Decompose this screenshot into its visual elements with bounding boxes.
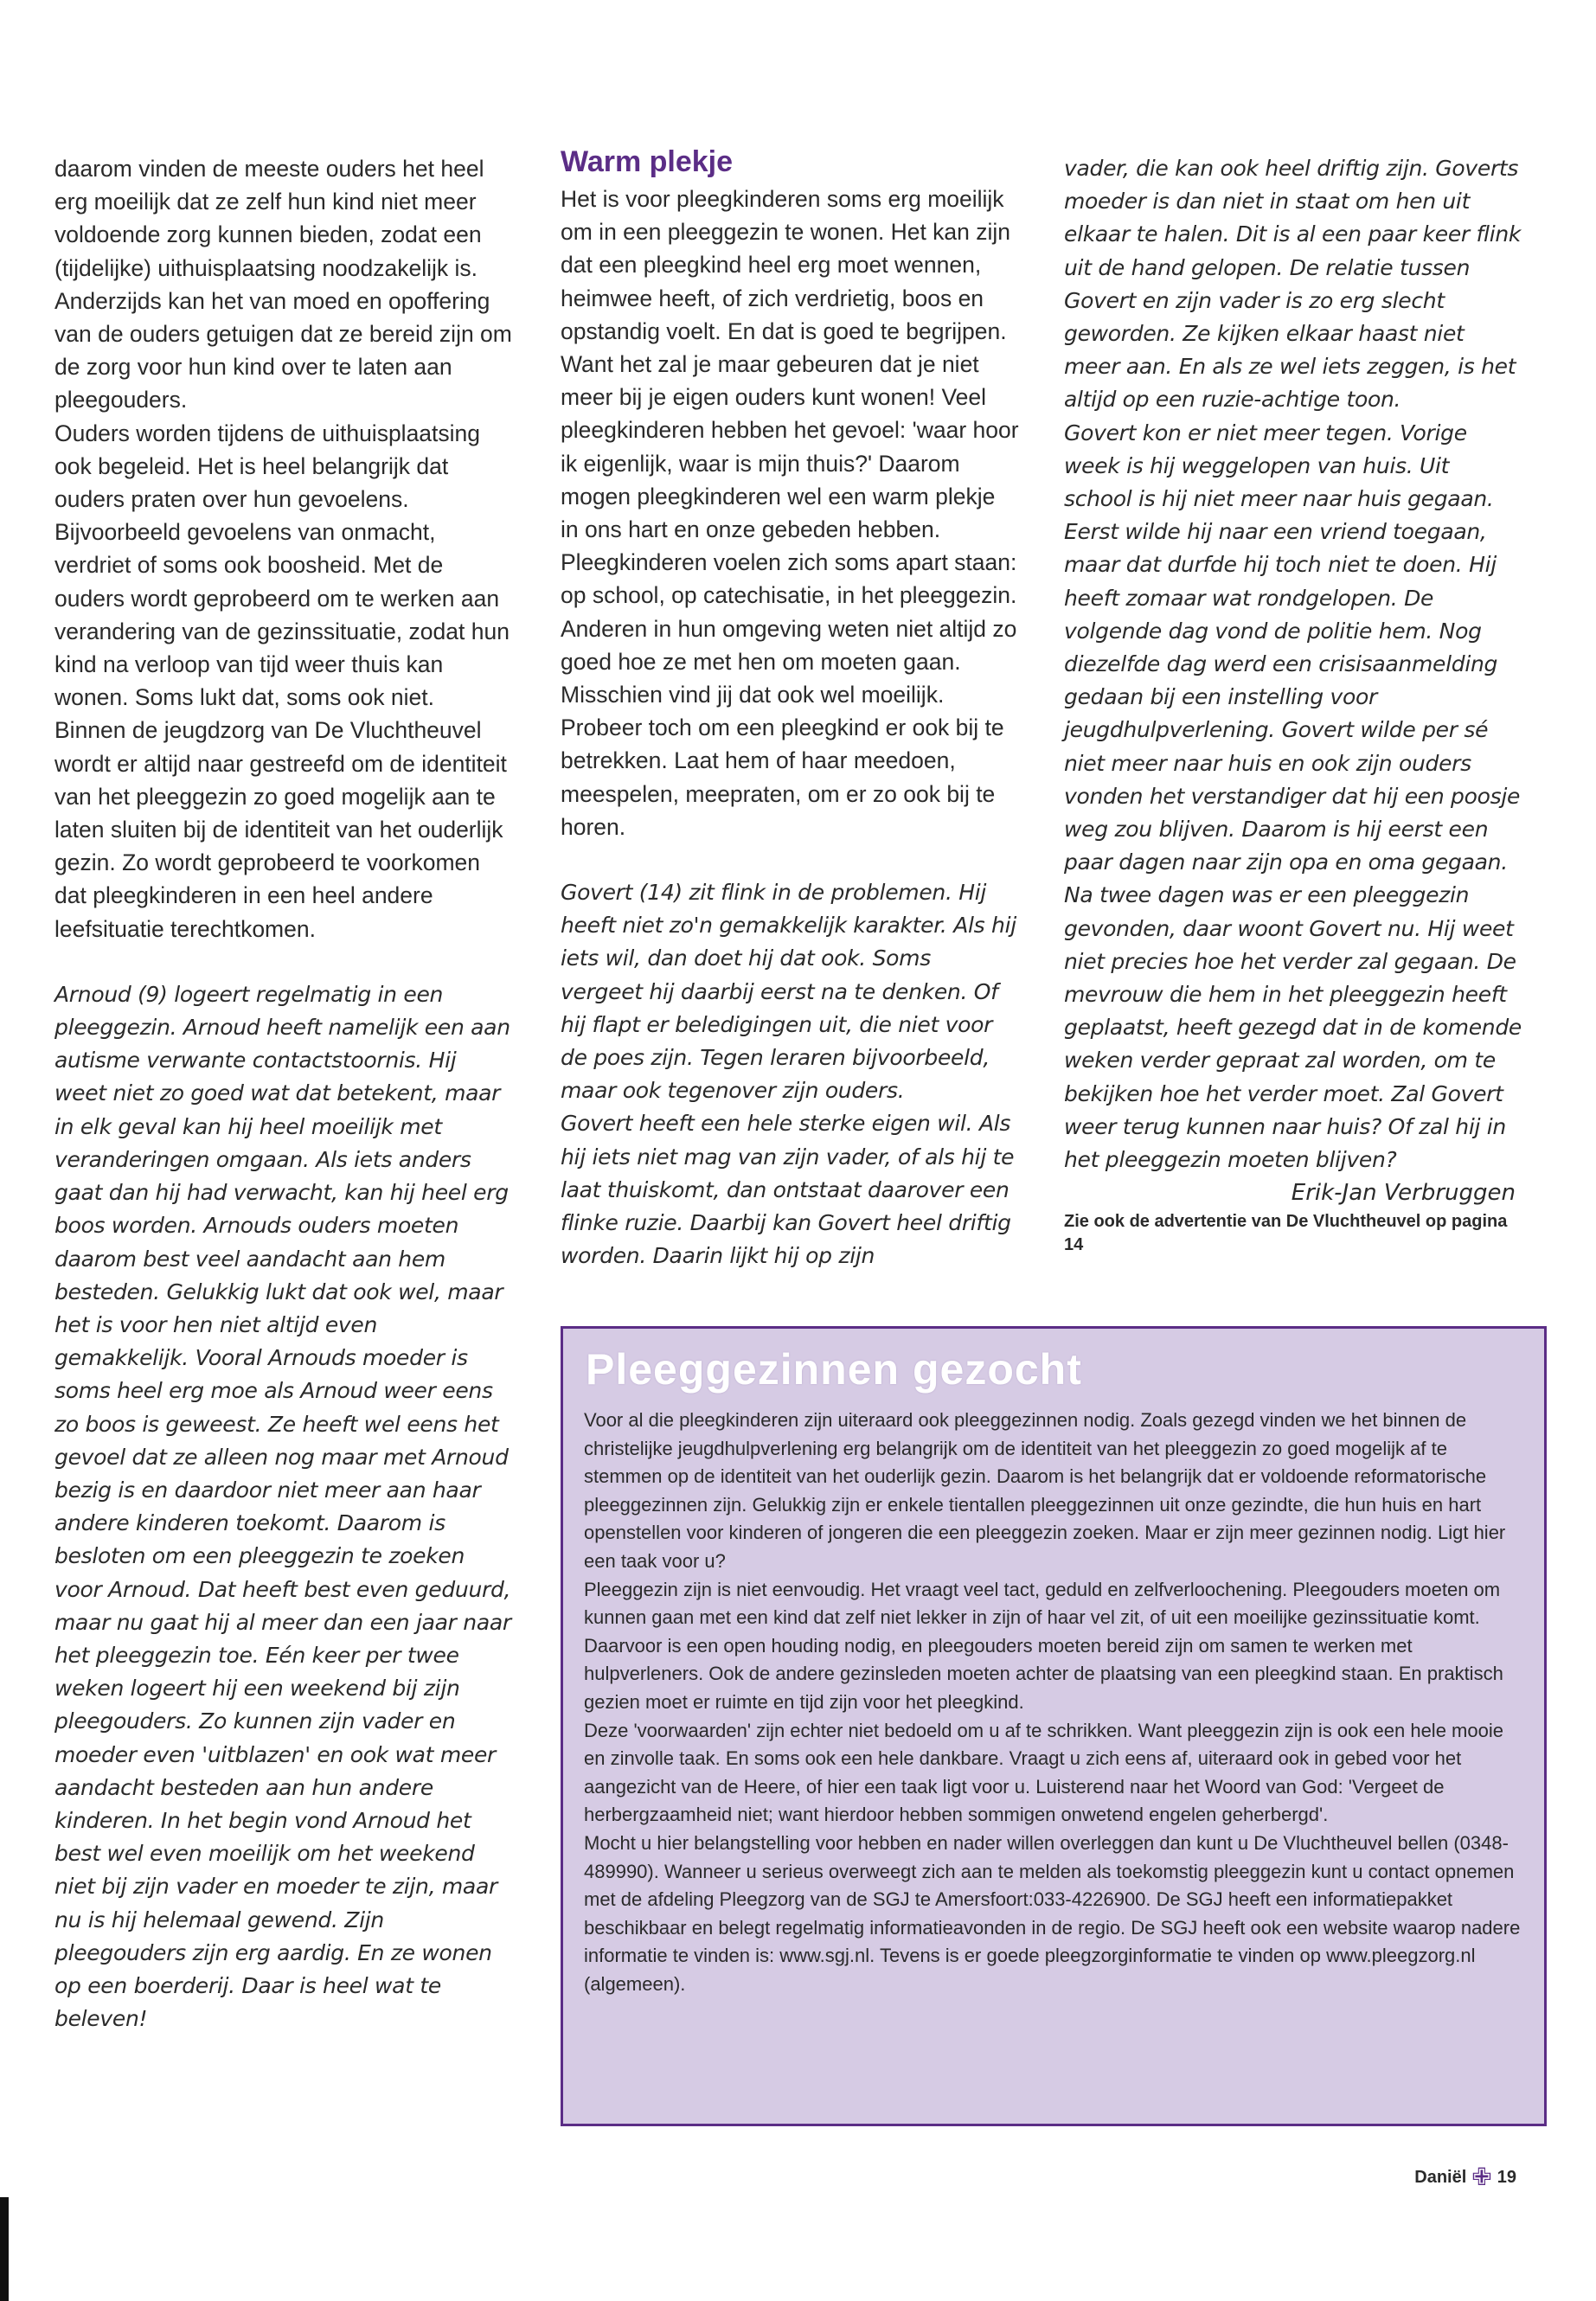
magazine-name: Daniël [1414,2168,1467,2187]
fleur-de-lis-icon: ✙ [1471,2163,1492,2190]
section-heading-warm-plekje: Warm plekje [561,145,734,178]
col3-story-cont-2: Govert kon er niet meer tegen. Vorige week is hij weggelopen van huis. Uit school is hij niet meer naar huis gegaan. Eerst wilde hij naar een vriend toegaan, maar dat durfde hij toch niet te doen. Hij heeft zomaar wat rondgelopen. De volgende dag vond de politie hem. Nog diezelfde dag werd een crisisaanmelding gedaan bij een instelling voor jeugdhulpverlening. Govert wilde per sé niet meer naar huis en ook zijn ouders vonden het verstandiger dat hij een poosje weg zou blijven. Daarom is hij eerst een paar dagen naar zijn opa en oma gegaan. Na twee dagen was er een pleeggezin gevonden, daar woont Govert nu. Hij weet niet precies hoe het verder zal gegaan. De mevrouw die hem in het pleeggezin heeft geplaatst, heeft gezegd dat in de komende weken verder gepraat zal worden, om te bekijken hoe het verder moet. Zal Govert weer terug kunnen naar huis? Of zal hij in het pleeggezin moeten blijven? [1064,420,1522,1173]
col1-paragraph-2: Ouders worden tijdens de uithuisplaatsing ook begeleid. Het is heel belangrijk dat ouders praten over hun gevoelens. Bijvoorbeeld gevoelens van onmacht, verdriet of soms ook boosheid. Met de ouders wordt geprobeerd om te werken aan verandering van de gezinssituatie, zodat hun kind na verloop van tijd weer thuis kan wonen. Soms lukt dat, soms ook niet. [54,420,510,711]
see-also-note: Zie ook de advertentie van De Vluchtheuvel op pagina 14 [1064,1211,1508,1254]
col1-paragraph-1: daarom vinden de meeste ouders het heel erg moeilijk dat ze zelf hun kind niet meer voldoende zorg kunnen bieden, zodat een (tijdelijke) uithuisplaatsing noodzakelijk is. Anderzijds kan het van moed en opoffering van de ouders getuigen dat ze bereid zijn om de zorg voor hun kind over te laten aan pleegouders. [54,156,512,413]
col1-story-arnoud: Arnoud (9) logeert regelmatig in een pleeggezin. Arnoud heeft namelijk een aan autisme verwante contactstoornis. Hij weet niet zo goed wat dat betekent, maar in elk geval kan hij heel moeilijk met veranderingen omgaan. Als iets anders gaat dan hij had verwacht, kan hij heel erg boos worden. Arnouds ouders moeten daarom best veel aandacht aan hem besteden. Gelukkig lukt dat ook wel, maar het is voor hen niet altijd even gemakkelijk. Vooral Arnouds moeder is soms heel erg moe als Arnoud weer eens zo boos is geweest. Ze heeft wel eens het gevoel dat ze alleen nog maar met Arnoud bezig is en daardoor niet meer aan haar andere kinderen toekomt. Daarom is besloten om een pleeggezin te zoeken voor Arnoud. Dat heeft best even geduurd, maar nu gaat hij al meer dan een jaar naar het pleeggezin toe. Eén keer per twee weken logeert hij een weekend bij zijn pleegouders. Zo kunnen zijn vader en moeder even 'uitblazen' en ook wat meer aandacht besteden aan hun andere kinderen. In het begin vond Arnoud het best wel even moeilijk om het weekend niet bij zijn vader en moeder te zijn, maar nu is hij helemaal gewend. Zijn pleegouders zijn erg aardig. En ze wonen op een boerderij. Daar is heel wat te beleven! [54,981,511,2032]
page-footer [1414,2163,1516,2191]
column-right [1064,152,1522,1257]
binding-edge [0,2197,9,2301]
author-signature: Erik-Jan Verbruggen [1291,1180,1516,1207]
callout-paragraph-1: Voor al die pleegkinderen zijn uiteraard ook pleeggezinnen nodig. Zoals gezegd vinden we het binnen de christelijke jeugdhulpverlening erg belangrijk om de identiteit van het pleeggezin zo goed mogelijk af te stemmen op de identiteit van het ouderlijk gezin. Daarom is het belangrijk dat er voldoende reformatorische pleeggezinnen zijn. Gelukkig zijn er enkele tientallen pleeggezinnen uit onze gezindte, die hun huis en hart openstellen voor kinderen of jongeren die een pleeggezin zoeken. Maar er zijn meer gezinnen nodig. Ligt hier een taak voor u? [584,1409,1506,1572]
column-left [54,152,513,2035]
column-middle [561,143,1019,1273]
col3-story-cont: vader, die kan ook heel driftig zijn. Goverts moeder is dan niet in staat om hen uit elkaar te halen. Dit is al een paar keer flink uit de hand gelopen. De relatie tussen Govert en zijn vader is zo erg slecht geworden. Ze kijken elkaar haast niet meer aan. En als ze wel iets zeggen, is het altijd op een ruzie-achtige toon. [1064,156,1522,413]
callout-body [584,1407,1529,1998]
callout-paragraph-4: Mocht u hier belangstelling voor hebben en nader willen overleggen dan kunt u De Vluchtheuvel bellen (0348-489990). Wanneer u serieus overweegt zich aan te melden als toekomstig pleeggezin kunt u contact opnemen met de afdeling Pleegzorg van de SGJ te Amersfoort:033-4226900. De SGJ heeft een informatiepakket beschikbaar en belegt regelmatig informatieavonden in de regio. De SGJ heeft ook een website waarop nadere informatie te vinden is: www.sgj.nl. Tevens is er goede pleegzorginformatie te vinden op www.pleegzorg.nl (algemeen). [584,1831,1521,1995]
callout-title: Pleeggezinnen gezocht [586,1345,1082,1394]
callout-paragraph-2: Pleeggezin zijn is niet eenvoudig. Het vraagt veel tact, geduld en zelfverloochening. Pleegouders moeten om kunnen gaan met een kind dat zelf niet lekker in zijn of haar vel zit, of uit een moeilijke gezinssituatie komt. Daarvoor is een open houding nodig, en pleegouders moeten bereid zijn om samen te werken met hulpverleners. Ook de andere gezinsleden moeten achter de plaatsing van een pleegkind staan. En praktisch gezien moet er ruimte en tijd zijn voor het pleegkind. [584,1578,1503,1713]
callout-paragraph-3: Deze 'voorwaarden' zijn echter niet bedoeld om u af te schrikken. Want pleeggezin zijn is ook een hele mooie en zinvolle taak. En soms ook een hele dankbare. Vraagt u zich eens af, uiteraard ook in gebed voor het aangezicht van de Heere, of hier een taak ligt voor u. Luisterend naar het Woord van God: 'Vergeet de herbergzaamheid niet; want hierdoor hebben sommigen onwetend engelen geherbergd'. [584,1719,1503,1826]
col2-paragraph-1: Het is voor pleegkinderen soms erg moeilijk om in een pleeggezin te wonen. Het kan zijn dat een pleegkind heel erg moet wennen, heimwee heeft, of zich verdrietig, boos en opstandig voelt. En dat is goed te begrijpen. Want het zal je maar gebeuren dat je niet meer bij je eigen ouders kunt wonen! Veel pleegkinderen hebben het gevoel: 'waar hoor ik eigenlijk, waar is mijn thuis?' Daarom mogen pleegkinderen wel een warm plekje in ons hart en onze gebeden hebben. Pleegkinderen voelen zich soms apart staan: op school, op catechisatie, in het pleeggezin. Anderen in hun omgeving weten niet altijd zo goed hoe ze met hen om moeten gaan. Misschien vind jij dat ook wel moeilijk. Probeer toch om een pleegkind er ook bij te betrekken. Laat hem of haar meedoen, meespelen, meepraten, om er zo ook bij te horen. [561,186,1019,840]
col2-story-govert-cont: Govert heeft een hele sterke eigen wil. Als hij iets niet mag van zijn vader, of als hij te laat thuiskomt, dan ontstaat daarover een flinke ruzie. Daarbij kan Govert heel driftig worden. Daarin lijkt hij op zijn [561,1111,1015,1269]
col1-paragraph-3: Binnen de jeugdzorg van De Vluchtheuvel wordt er altijd naar gestreefd om de identiteit van het pleeggezin zo goed mogelijk aan te laten sluiten bij de identiteit van het ouderlijk gezin. Zo wordt geprobeerd te voorkomen dat pleegkinderen in een heel andere leefsituatie terechtkomen. [54,717,507,942]
page-number: 19 [1497,2168,1516,2187]
col2-story-govert: Govert (14) zit flink in de problemen. Hij heeft niet zo'n gemakkelijk karakter. Als hij iets wil, dan doet hij dat ook. Soms vergeet hij daarbij eerst na te denken. Of hij flapt er beledigingen uit, die niet voor de poes zijn. Tegen leraren bijvoorbeeld, maar ook tegenover zijn ouders. [561,880,1016,1104]
callout-box-pleeggezinnen [561,1326,1547,2126]
